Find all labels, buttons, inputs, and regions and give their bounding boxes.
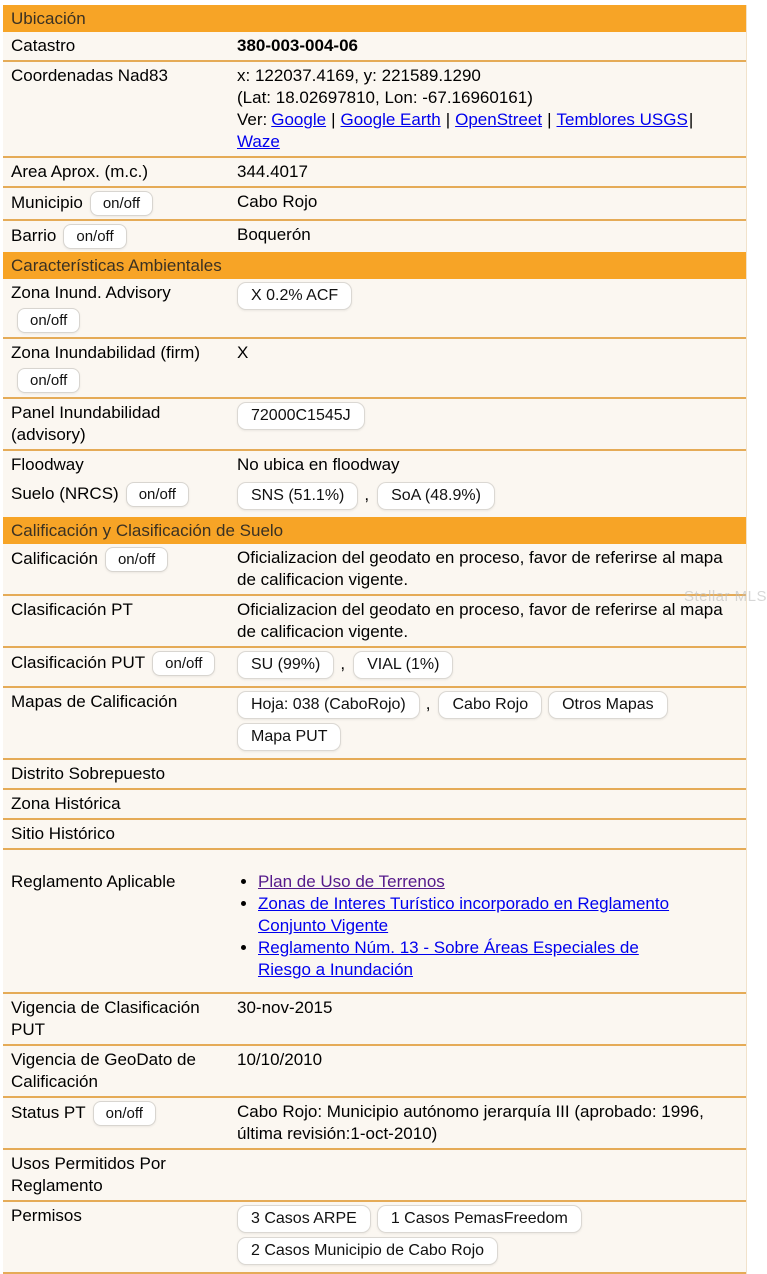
separator: | <box>445 110 451 129</box>
catastro-value: 380-003-004-06 <box>237 36 358 55</box>
row-vigencia-geodato <box>3 1046 746 1098</box>
section-header-ubicacion: Ubicación <box>3 5 746 32</box>
permisos-pill-municipio[interactable]: 2 Casos Municipio de Cabo Rojo <box>237 1237 498 1265</box>
row-floodway <box>3 451 746 479</box>
row-clasificacion-put <box>3 648 746 688</box>
usos-value <box>237 1152 746 1154</box>
row-mapas-calificacion <box>3 688 746 760</box>
watermark: Stellar MLS <box>683 588 767 605</box>
suelo-onoff-toggle[interactable]: on/off <box>126 482 189 507</box>
list-item <box>258 937 690 981</box>
zona-firm-value: X <box>237 343 249 362</box>
barrio-onoff-toggle[interactable]: on/off <box>63 224 126 249</box>
separator: | <box>547 110 552 129</box>
row-suelo-nrcs <box>3 479 746 517</box>
row-coordenadas <box>3 62 746 158</box>
coordenadas-xy: x: 122037.4169, y: 221589.1290 <box>237 66 481 85</box>
row-permisos <box>3 1202 746 1274</box>
zona-advisory-label: Zona Inund. Advisory <box>11 283 171 302</box>
row-calificacion <box>3 544 746 596</box>
temblores-usgs-link[interactable]: Temblores USGS <box>556 110 688 129</box>
openstreet-link[interactable]: OpenStreet <box>455 110 543 129</box>
mapas-label: Mapas de Calificación <box>11 692 178 711</box>
comma: , <box>340 654 346 673</box>
area-value: 344.4017 <box>237 162 308 181</box>
usos-label: Usos Permitidos Por Reglamento <box>11 1154 166 1195</box>
coordenadas-latlon: (Lat: 18.02697810, Lon: -67.16960161) <box>237 88 533 107</box>
row-zona-historica <box>3 790 746 820</box>
plan-uso-terrenos-link[interactable]: Plan de Uso de Terrenos <box>258 872 445 891</box>
waze-link[interactable]: Waze <box>237 132 280 151</box>
separator: | <box>331 110 336 129</box>
clasificacion-pt-label: Clasificación PT <box>11 600 133 619</box>
list-item <box>258 871 690 893</box>
comma: , <box>364 485 370 504</box>
row-municipio <box>3 188 746 221</box>
suelo-label: Suelo (NRCS) <box>11 484 119 503</box>
zonas-interes-turistico-link[interactable]: Zonas de Interes Turístico incorporado en Reglamento Conjunto Vigente <box>258 894 670 935</box>
google-link[interactable]: Google <box>271 110 327 129</box>
sitio-historico-value <box>237 822 746 824</box>
panel-inund-label: Panel Inundabilidad (advisory) <box>11 403 161 444</box>
distrito-value <box>237 762 746 764</box>
zona-historica-value <box>237 792 746 794</box>
mapas-pill-otros-mapas[interactable]: Otros Mapas <box>548 691 668 719</box>
mapas-pill-hoja[interactable]: Hoja: 038 (CaboRojo) <box>237 691 420 719</box>
separator: | <box>688 110 694 129</box>
suelo-pill-soa[interactable]: SoA (48.9%) <box>377 482 495 510</box>
calificacion-label: Calificación <box>11 549 98 568</box>
row-sitio-historico <box>3 820 746 850</box>
zona-advisory-onoff-toggle[interactable]: on/off <box>17 308 80 333</box>
clasificacion-put-pill-su[interactable]: SU (99%) <box>237 651 334 679</box>
section-header-ambientales: Características Ambientales <box>3 252 746 279</box>
area-label: Area Aprox. (m.c.) <box>11 162 148 181</box>
floodway-label: Floodway <box>11 455 84 474</box>
coordenadas-label: Coordenadas Nad83 <box>11 66 168 85</box>
google-earth-link[interactable]: Google Earth <box>340 110 441 129</box>
catastro-label: Catastro <box>11 36 76 55</box>
zona-advisory-pill[interactable]: X 0.2% ACF <box>237 282 352 310</box>
municipio-onoff-toggle[interactable]: on/off <box>90 191 153 216</box>
reglamento-num13-link[interactable]: Reglamento Núm. 13 - Sobre Áreas Especiales de Riesgo a Inundación <box>258 938 639 979</box>
row-panel-inund <box>3 399 746 451</box>
row-zona-inund-firm <box>3 339 746 399</box>
clasificacion-put-pill-vial[interactable]: VIAL (1%) <box>353 651 453 679</box>
reglamento-label: Reglamento Aplicable <box>11 872 176 891</box>
row-clasificacion-pt <box>3 596 746 648</box>
vigencia-put-label: Vigencia de Clasificación PUT <box>11 998 200 1039</box>
zona-firm-label: Zona Inundabilidad (firm) <box>11 343 200 362</box>
vigencia-geodato-value: 10/10/2010 <box>237 1050 323 1069</box>
row-vigencia-clasificacion-put <box>3 994 746 1046</box>
sitio-historico-label: Sitio Histórico <box>11 824 115 843</box>
vigencia-put-value: 30-nov-2015 <box>237 998 333 1017</box>
zona-historica-label: Zona Histórica <box>11 794 121 813</box>
row-distrito-sobrepuesto <box>3 760 746 790</box>
row-usos-permitidos <box>3 1150 746 1202</box>
row-status-pt <box>3 1098 746 1150</box>
floodway-value: No ubica en floodway <box>237 455 400 474</box>
municipio-value: Cabo Rojo <box>237 192 318 211</box>
comma: , <box>425 694 431 713</box>
mapas-pill-mapa-put[interactable]: Mapa PUT <box>237 723 341 751</box>
suelo-pill-sns[interactable]: SNS (51.1%) <box>237 482 358 510</box>
list-item <box>258 893 690 937</box>
distrito-label: Distrito Sobrepuesto <box>11 764 166 783</box>
permisos-pill-pemas-freedom[interactable]: 1 Casos PemasFreedom <box>377 1205 582 1233</box>
status-pt-onoff-toggle[interactable]: on/off <box>93 1101 156 1126</box>
status-pt-value: Cabo Rojo: Municipio autónomo jerarquía III (aprobado: 1996, última revisión:1-oct-2010) <box>237 1102 704 1143</box>
row-catastro <box>3 32 746 62</box>
row-barrio <box>3 221 746 252</box>
barrio-value: Boquerón <box>237 225 311 244</box>
clasificacion-put-label: Clasificación PUT <box>11 653 146 672</box>
municipio-label: Municipio <box>11 193 83 212</box>
property-data-sheet <box>3 5 747 1274</box>
clasificacion-put-onoff-toggle[interactable]: on/off <box>152 651 215 676</box>
permisos-pill-arpe[interactable]: 3 Casos ARPE <box>237 1205 371 1233</box>
clasificacion-pt-value: Oficializacion del geodato en proceso, favor de referirse al mapa de calificacion vigente. <box>237 600 723 641</box>
row-area-aprox <box>3 158 746 188</box>
reglamento-list <box>237 871 690 981</box>
zona-firm-onoff-toggle[interactable]: on/off <box>17 368 80 393</box>
mapas-pill-cabo-rojo[interactable]: Cabo Rojo <box>438 691 542 719</box>
barrio-label: Barrio <box>11 226 57 245</box>
panel-inund-pill[interactable]: 72000C1545J <box>237 402 365 430</box>
permisos-label: Permisos <box>11 1206 82 1225</box>
row-reglamento-aplicable <box>3 850 746 994</box>
calificacion-onoff-toggle[interactable]: on/off <box>105 547 168 572</box>
status-pt-label: Status PT <box>11 1103 86 1122</box>
row-zona-inund-advisory <box>3 279 746 339</box>
ver-prefix: Ver: <box>237 110 268 129</box>
vigencia-geodato-label: Vigencia de GeoDato de Calificación <box>11 1050 196 1091</box>
calificacion-value: Oficializacion del geodato en proceso, favor de referirse al mapa de calificacion vigente. <box>237 548 723 589</box>
section-header-calificacion: Calificación y Clasificación de Suelo <box>3 517 746 544</box>
